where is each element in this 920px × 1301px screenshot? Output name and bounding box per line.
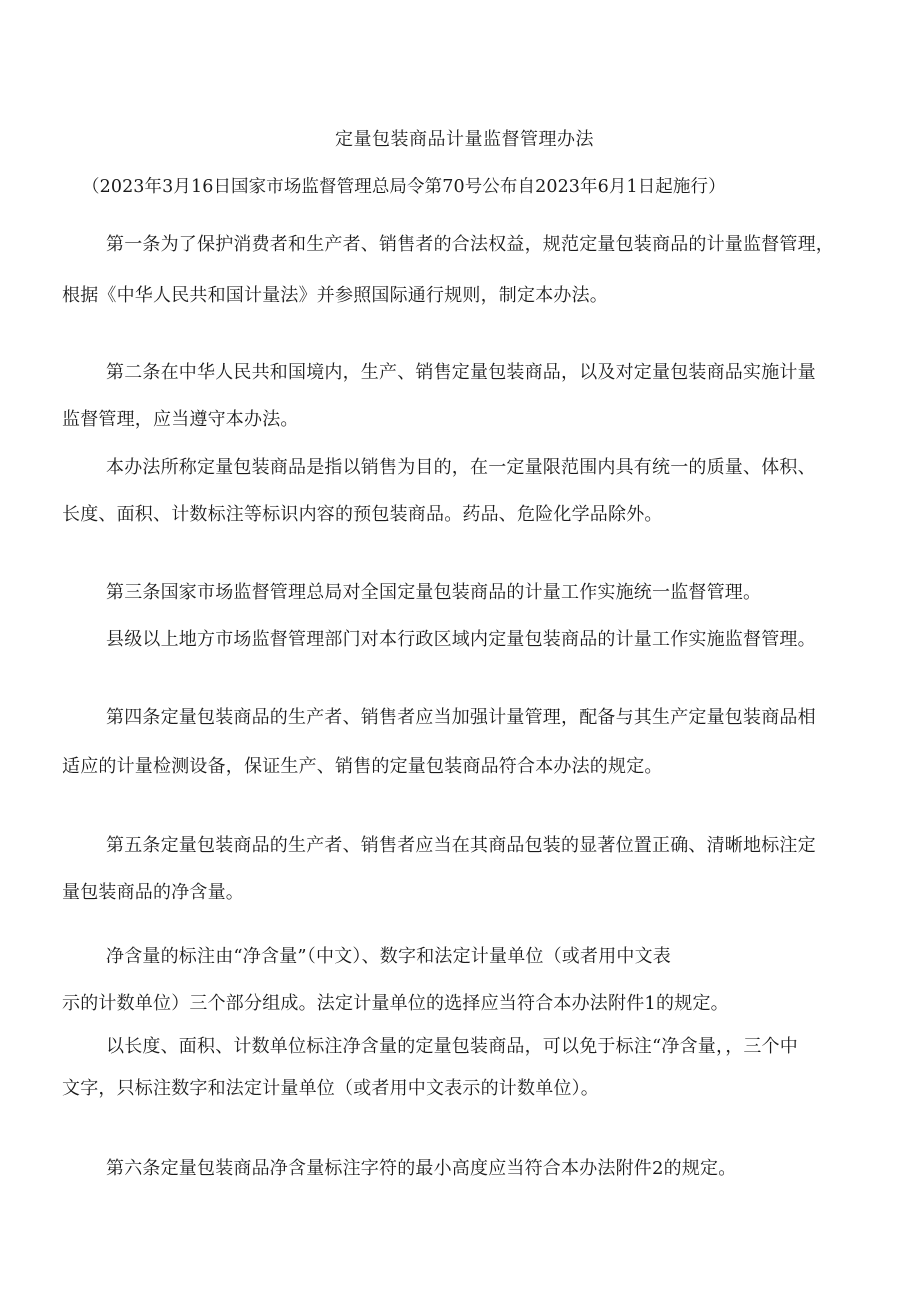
article-2-para-2-line-1: 本办法所称定量包装商品是指以销售为目的，在一定量限范围内具有统一的质量、体积、 [106,457,816,478]
article-2-para-2-line-2: 长度、面积、计数标注等标识内容的预包装商品。药品、危险化学品除外。 [62,504,663,525]
article-3-para-2-line-1: 县级以上地方市场监督管理部门对本行政区域内定量包装商品的计量工作实施监督管理。 [106,629,816,650]
article-4-line-2: 适应的计量检测设备，保证生产、销售的定量包装商品符合本办法的规定。 [62,756,663,777]
article-5-para-2-line-1: 净含量的标注由“净含量”（中文）、数字和法定计量单位（或者用中文表 [106,946,672,967]
article-6-line-1: 第六条定量包装商品净含量标注字符的最小高度应当符合本办法附件2的规定。 [106,1158,737,1179]
article-1-line-2: 根据《中华人民共和国计量法》并参照国际通行规则，制定本办法。 [62,285,608,306]
article-2-line-1: 第二条在中华人民共和国境内，生产、销售定量包装商品，以及对定量包装商品实施计量 [106,362,816,383]
article-5-para-2-line-2: 示的计数单位）三个部分组成。法定计量单位的选择应当符合本办法附件1的规定。 [62,993,729,1014]
article-4-line-1: 第四条定量包装商品的生产者、销售者应当加强计量管理，配备与其生产定量包装商品相 [106,707,816,728]
article-2-line-2: 监督管理，应当遵守本办法。 [62,409,299,430]
article-5-line-1: 第五条定量包装商品的生产者、销售者应当在其商品包装的显著位置正确、清晰地标注定 [106,835,816,856]
article-3-line-1: 第三条国家市场监督管理总局对全国定量包装商品的计量工作实施统一监督管理。 [106,582,762,603]
article-5-para-3-line-1: 以长度、面积、计数单位标注净含量的定量包装商品，可以免于标注“净含量，，三个中 [106,1036,798,1057]
article-5-line-2: 量包装商品的净含量。 [62,882,244,903]
document-title: 定量包装商品计量监督管理办法 [335,129,594,150]
article-1-line-1: 第一条为了保护消费者和生产者、销售者的合法权益，规范定量包装商品的计量监督管理， [106,234,834,255]
article-5-para-3-line-2: 文字，只标注数字和法定计量单位（或者用中文表示的计数单位）。 [62,1078,599,1099]
document-subtitle: （2023年3月16日国家市场监督管理总局令第70号公布自2023年6月1日起施行） [82,177,726,197]
